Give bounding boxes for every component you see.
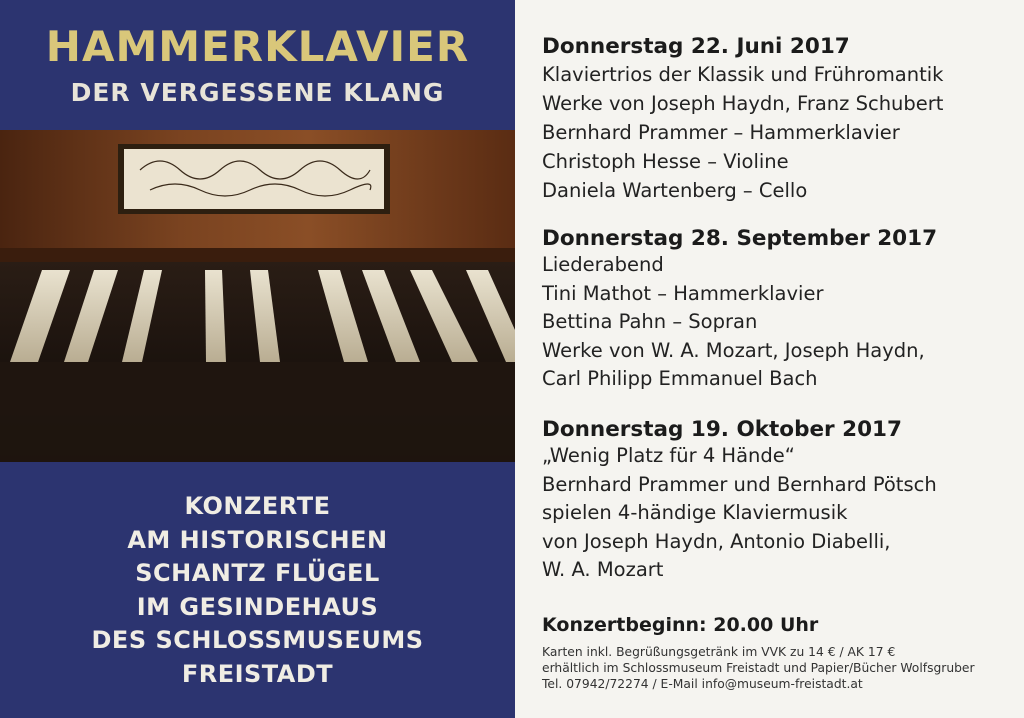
event-date: Donnerstag 19. Oktober 2017 xyxy=(542,417,902,442)
event-date: Donnerstag 22. Juni 2017 xyxy=(542,34,850,59)
venue-line: KONZERTE xyxy=(184,492,331,520)
flyer-title: HAMMERKLAVIER xyxy=(45,22,470,71)
ticket-info-line: Karten inkl. Begrüßungsgetränk im VVK zu 14 € / AK 17 € xyxy=(542,645,896,659)
venue-line: FREISTADT xyxy=(181,659,334,688)
event-line: Tini Mathot – Hammerklavier xyxy=(542,281,824,305)
venue-description xyxy=(0,490,515,691)
event-line: Carl Philipp Emmanuel Bach xyxy=(542,367,818,390)
contact-line: Tel. 07942/72274 / E-Mail info@museum-freistadt.at xyxy=(542,677,863,691)
event-line: Werke von Joseph Haydn, Franz Schubert xyxy=(542,92,944,115)
ticket-info xyxy=(542,644,975,692)
event-line: Daniela Wartenberg – Cello xyxy=(542,179,808,202)
concert-start-time: Konzertbeginn: 20.00 Uhr xyxy=(542,614,819,636)
fortepiano-photo xyxy=(0,130,515,462)
fortepiano-image xyxy=(0,130,515,462)
venue-line: SCHANTZ FLÜGEL xyxy=(135,559,380,587)
event-line: Werke von W. A. Mozart, Joseph Haydn, xyxy=(542,338,925,362)
event-line: Liederabend xyxy=(542,253,664,276)
event-line: Klaviertrios der Klassik und Frühromantik xyxy=(542,63,944,86)
event-line: spielen 4-händige Klaviermusik xyxy=(542,501,848,524)
venue-line: AM HISTORISCHEN xyxy=(127,525,388,554)
event-line: W. A. Mozart xyxy=(542,558,664,581)
event-line: von Joseph Haydn, Antonio Diabelli, xyxy=(542,529,891,553)
ticket-info-line: erhältlich im Schlossmuseum Freistadt und Papier/Bücher Wolfsgruber xyxy=(542,661,975,675)
flyer-subtitle: DER VERGESSENE KLANG xyxy=(70,78,445,107)
concert-event xyxy=(542,226,1012,394)
venue-line: DES SCHLOSSMUSEUMS xyxy=(91,626,424,654)
event-line: Bernhard Prammer und Bernhard Pötsch xyxy=(542,472,937,496)
event-line: Bettina Pahn – Sopran xyxy=(542,310,758,333)
event-line: „Wenig Platz für 4 Hände“ xyxy=(542,444,795,467)
event-line: Christoph Hesse – Violine xyxy=(542,150,789,173)
event-line: Bernhard Prammer – Hammerklavier xyxy=(542,121,900,144)
concert-event xyxy=(542,34,1012,205)
concert-event xyxy=(542,417,1012,585)
event-date: Donnerstag 28. September 2017 xyxy=(542,226,938,251)
venue-line: IM GESINDEHAUS xyxy=(136,592,379,621)
